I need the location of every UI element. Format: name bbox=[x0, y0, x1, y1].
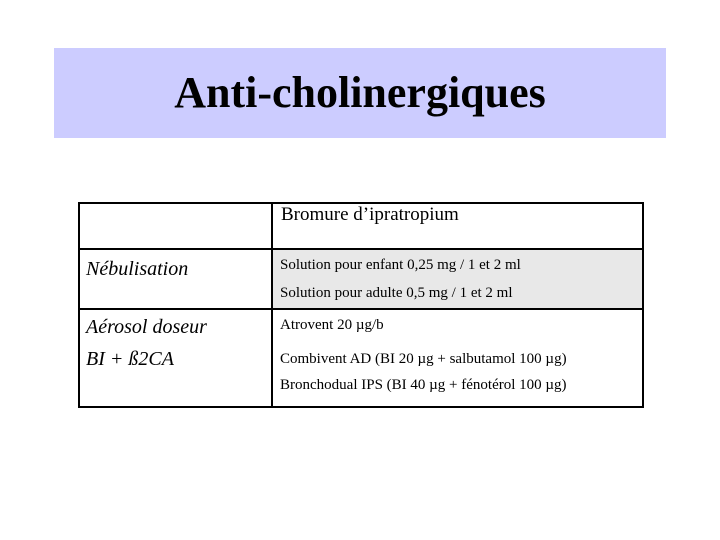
cell-line: Bronchodual IPS (BI 40 µg + fénotérol 100 µg) bbox=[280, 377, 567, 393]
drug-table bbox=[78, 202, 644, 408]
cell-line: Combivent AD (BI 20 µg + salbutamol 100 µg) bbox=[280, 351, 567, 367]
header-empty-cell bbox=[79, 203, 272, 249]
title-band bbox=[54, 48, 666, 138]
cell-line: Solution pour adulte 0,5 mg / 1 et 2 ml bbox=[280, 285, 513, 301]
content-cell bbox=[272, 309, 643, 346]
header-cell bbox=[272, 203, 643, 249]
table-row-bi-b2ca bbox=[79, 346, 643, 407]
cell-line: Solution pour enfant 0,25 mg / 1 et 2 ml bbox=[280, 257, 521, 273]
table-row-aerosol bbox=[79, 309, 643, 346]
label-cell bbox=[79, 309, 272, 346]
column-header: Bromure d’ipratropium bbox=[281, 204, 459, 225]
content-cell bbox=[272, 346, 643, 407]
content-cell bbox=[272, 249, 643, 309]
row-label-aerosol: Aérosol doseur bbox=[86, 316, 207, 338]
cell-line: Atrovent 20 µg/b bbox=[280, 317, 384, 333]
slide-title: Anti-cholinergiques bbox=[174, 68, 546, 117]
table-header-row bbox=[79, 203, 643, 249]
table-row-nebulisation bbox=[79, 249, 643, 309]
label-cell bbox=[79, 249, 272, 309]
row-label-nebulisation: Nébulisation bbox=[86, 258, 189, 280]
label-cell bbox=[79, 346, 272, 407]
row-label-bi-b2ca: BI + ß2CA bbox=[86, 348, 174, 370]
